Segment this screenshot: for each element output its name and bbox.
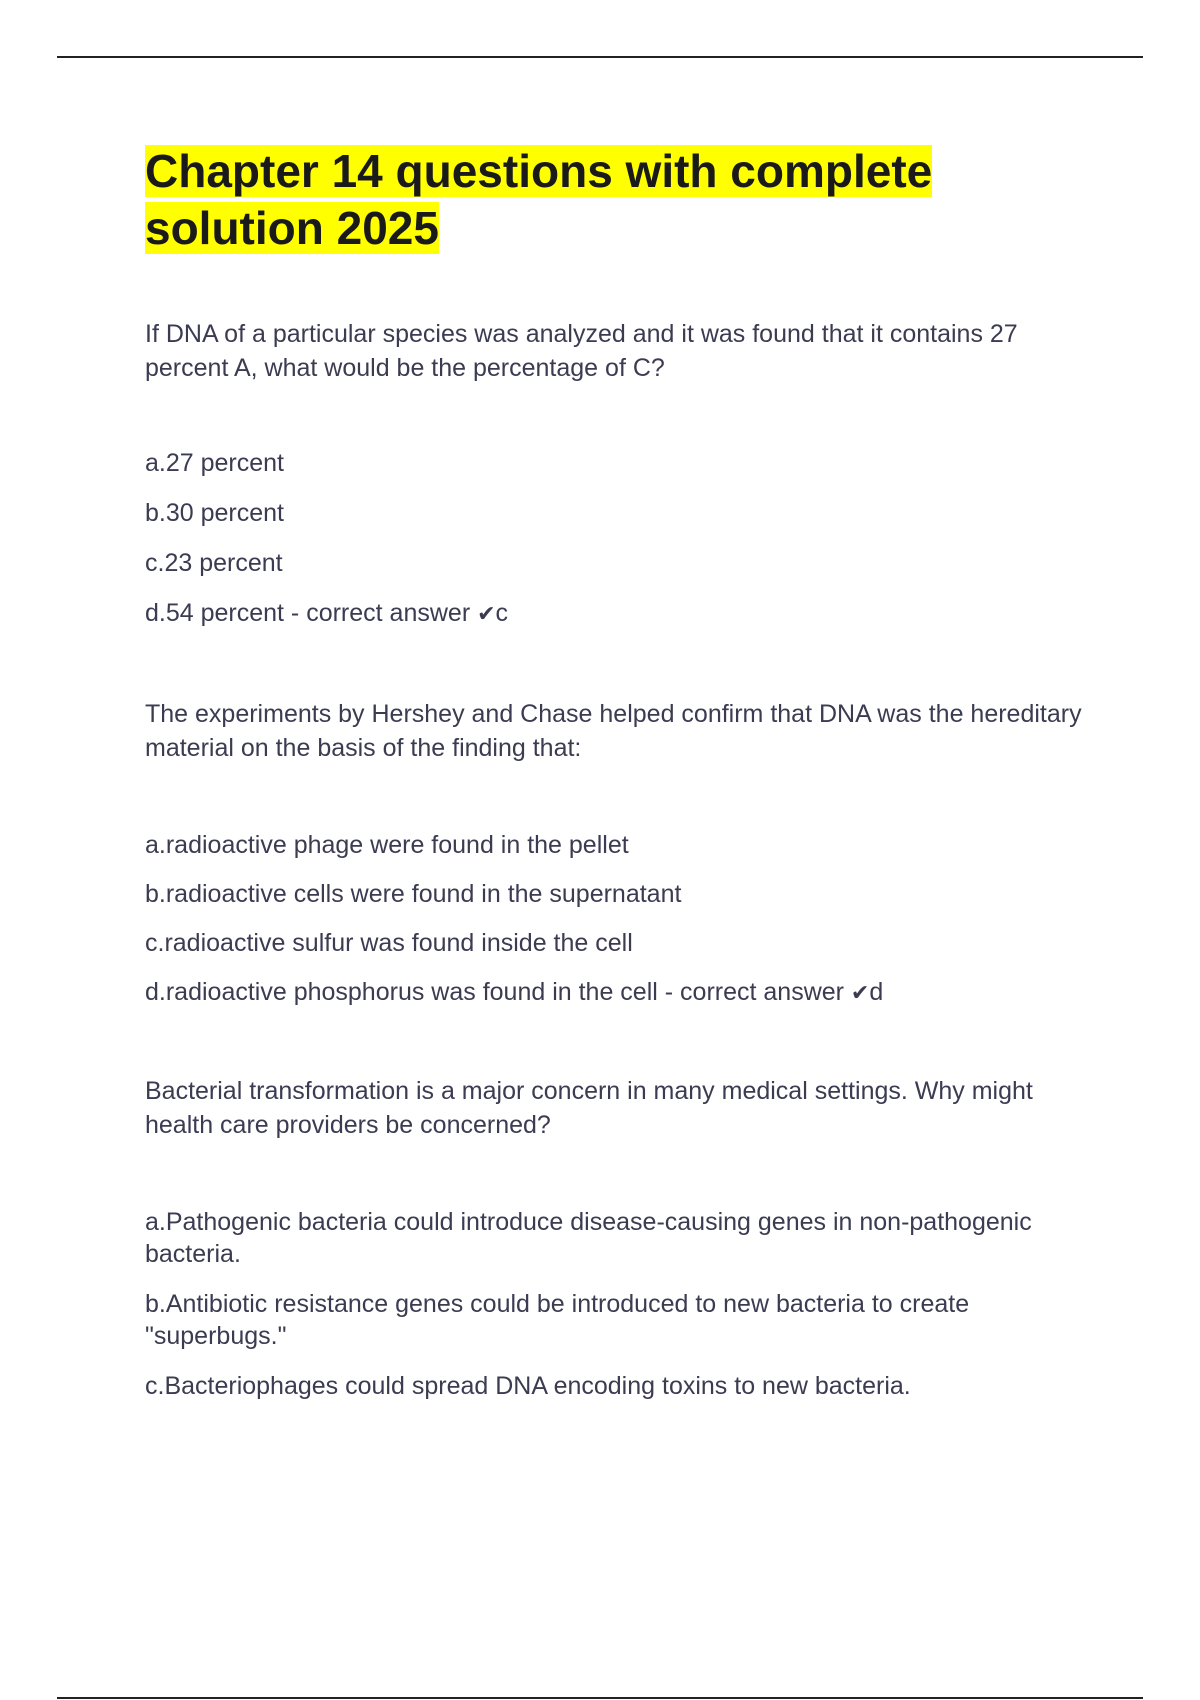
page-content xyxy=(145,143,1085,1420)
checkmark-icon: ✔ xyxy=(850,981,870,1006)
question-1-answer: c xyxy=(495,599,509,627)
question-1-options xyxy=(145,447,1085,631)
question-2-option-b: b.radioactive cells were found in the supernatant xyxy=(145,880,682,908)
checkmark-icon: ✔ xyxy=(477,602,496,627)
question-2-option-d xyxy=(145,976,1085,1010)
question-3-option-a: a.Pathogenic bacteria could introduce disease-causing genes in non-pathogenic bacteria. xyxy=(145,1208,1032,1268)
question-1-prompt: If DNA of a particular species was analyzed and it was found that it contains 27 percent A, what would be the percentage of C? xyxy=(145,320,1018,382)
document-title xyxy=(145,143,1085,257)
question-2-options xyxy=(145,829,1085,1010)
document-title-text: Chapter 14 questions with complete solution 2025 xyxy=(145,145,933,254)
question-3-option-c: c.Bacteriophages could spread DNA encoding toxins to new bacteria. xyxy=(145,1372,911,1400)
question-1-option-d-text: d.54 percent - correct answer xyxy=(145,599,478,627)
question-3-prompt: Bacterial transformation is a major concern in many medical settings. Why might health care providers be concerned? xyxy=(145,1077,1033,1139)
question-2-option-a: a.radioactive phage were found in the pellet xyxy=(145,831,629,859)
question-3-options xyxy=(145,1206,1085,1402)
top-rule xyxy=(57,56,1143,58)
question-2-option-c: c.radioactive sulfur was found inside the cell xyxy=(145,929,633,957)
question-1-option-d xyxy=(145,597,1085,631)
bottom-rule xyxy=(57,1697,1143,1699)
question-1-option-c: c.23 percent xyxy=(145,549,283,577)
question-2-prompt: The experiments by Hershey and Chase helped confirm that DNA was the hereditary material on the basis of the finding that: xyxy=(145,700,1082,762)
question-1-option-a: a.27 percent xyxy=(145,449,284,477)
question-3-option-b: b.Antibiotic resistance genes could be introduced to new bacteria to create "superbugs." xyxy=(145,1290,970,1350)
question-2-answer: d xyxy=(869,978,884,1006)
question-1-option-b: b.30 percent xyxy=(145,499,284,527)
question-2-option-d-text: d.radioactive phosphorus was found in the cell - correct answer xyxy=(145,978,851,1006)
